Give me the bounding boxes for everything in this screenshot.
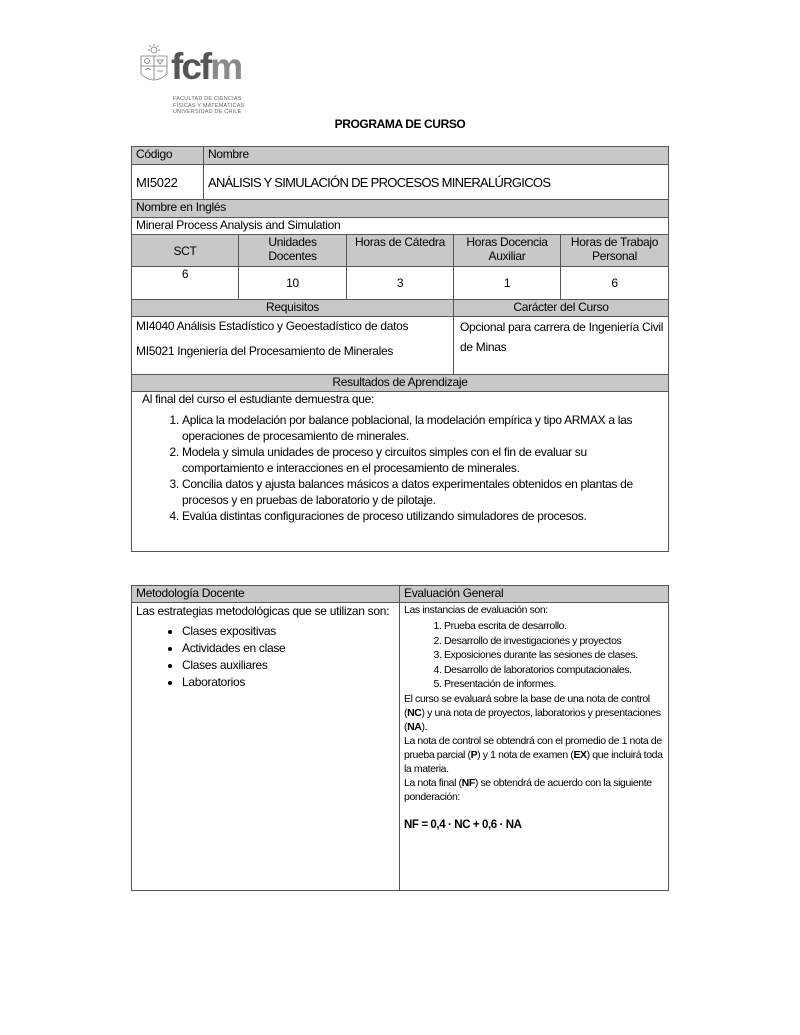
outcomes-intro: Al final del curso el estudiante demuestra que:: [142, 392, 375, 406]
outcomes-label: Resultados de Aprendizaje: [132, 375, 669, 392]
evaluation-item: 5. Presentación de informes.: [444, 677, 664, 692]
outcome-item: 3. Concilia datos y ajusta balances másicos a datos experimentales obtenidos en plantas de procesos y en pruebas de laboratorio y de pilotaje.: [182, 476, 664, 508]
course-code: MI5022: [132, 165, 204, 200]
course-character: Opcional para carrera de Ingeniería Civil de Minas: [454, 317, 669, 375]
sct-value: 6: [132, 267, 239, 300]
auxiliary-hours-header: Horas Docencia Auxiliar: [454, 235, 561, 267]
lecture-hours-header: Horas de Cátedra: [347, 235, 454, 267]
personal-hours-value: 6: [561, 267, 669, 300]
methodology-item: • Actividades en clase: [182, 640, 395, 657]
outcome-item: 1. Aplica la modelación por balance poblacional, la modelación empírica y tipo ARMAX a las operaciones de procesamiento de minerales.: [182, 412, 664, 444]
evaluation-cell: [400, 603, 669, 891]
evaluation-intro: Las instancias de evaluación son:: [404, 604, 548, 616]
course-info-table: [131, 146, 669, 552]
requirement-item: MI5021 Ingeniería del Procesamiento de Minerales: [136, 344, 394, 358]
requirements-label: Requisitos: [132, 300, 454, 317]
methodology-label: Metodología Docente: [132, 586, 400, 603]
methodology-list: [136, 623, 395, 691]
page-title: PROGRAMA DE CURSO: [334, 117, 466, 131]
methodology-intro: Las estrategias metodológicas que se utilizan son:: [136, 604, 390, 618]
teaching-units-header: Unidades Docentes: [239, 235, 347, 267]
code-label: Código: [132, 147, 204, 165]
outcomes-list: [142, 412, 664, 524]
faculty-logo: [137, 44, 255, 118]
character-label: Carácter del Curso: [454, 300, 669, 317]
sct-header: SCT: [132, 235, 239, 267]
course-name: ANÁLISIS Y SIMULACIÓN DE PROCESOS MINERALÚRGICOS: [204, 165, 669, 200]
methodology-item: • Clases auxiliares: [182, 657, 395, 674]
methodology-item: • Laboratorios: [182, 674, 395, 691]
outcomes-cell: [132, 392, 669, 552]
final-grade-formula: NF = 0,4 · NC + 0,6 · NA: [404, 818, 522, 831]
requirement-item: MI4040 Análisis Estadístico y Geoestadístico de datos: [136, 319, 409, 333]
evaluation-item: 4. Desarrollo de laboratorios computacionales.: [444, 663, 664, 678]
methodology-cell: [132, 603, 400, 891]
brand-wordmark: fcfm: [171, 46, 242, 87]
teaching-units-value: 10: [239, 267, 347, 300]
english-name-label: Nombre en Inglés: [132, 200, 669, 218]
outcome-item: 2. Modela y simula unidades de proceso y circuitos simples con el fin de evaluar su comportamiento e interacciones en el procesamiento de minerales.: [182, 444, 664, 476]
evaluation-item: 1. Prueba escrita de desarrollo.: [444, 619, 664, 634]
personal-hours-header: Horas de Trabajo Personal: [561, 235, 669, 267]
methodology-evaluation-table: [131, 585, 669, 891]
methodology-item: • Clases expositivas: [182, 623, 395, 640]
evaluation-final-grade: La nota final (NF) se obtendrá de acuerdo con la siguiente ponderación:: [404, 776, 652, 803]
lecture-hours-value: 3: [347, 267, 454, 300]
university-crest-icon: [137, 44, 171, 90]
requirements-cell: [132, 317, 454, 375]
evaluation-grading-basis: El curso se evaluará sobre la base de una nota de control (NC) y una nota de proyectos, laboratorios y presentaciones (NA).: [404, 692, 661, 733]
evaluation-item: 2. Desarrollo de investigaciones y proyectos: [444, 634, 664, 649]
outcome-item: 4. Evalúa distintas configuraciones de proceso utilizando simuladores de procesos.: [182, 508, 664, 524]
evaluation-label: Evaluación General: [400, 586, 669, 603]
evaluation-item: 3. Exposiciones durante las sesiones de clases.: [444, 648, 664, 663]
evaluation-list: [404, 619, 664, 692]
faculty-name: FACULTAD DE CIENCIAS FÍSICAS Y MATEMÁTICAS UNIVERSIDAD DE CHILE: [173, 96, 245, 115]
english-name: Mineral Process Analysis and Simulation: [132, 218, 669, 235]
name-label: Nombre: [204, 147, 669, 165]
evaluation-control-grade: La nota de control se obtendrá con el promedio de 1 nota de prueba parcial (P) y 1 nota de examen (EX) que incluirá toda la materia.: [404, 734, 663, 775]
auxiliary-hours-value: 1: [454, 267, 561, 300]
